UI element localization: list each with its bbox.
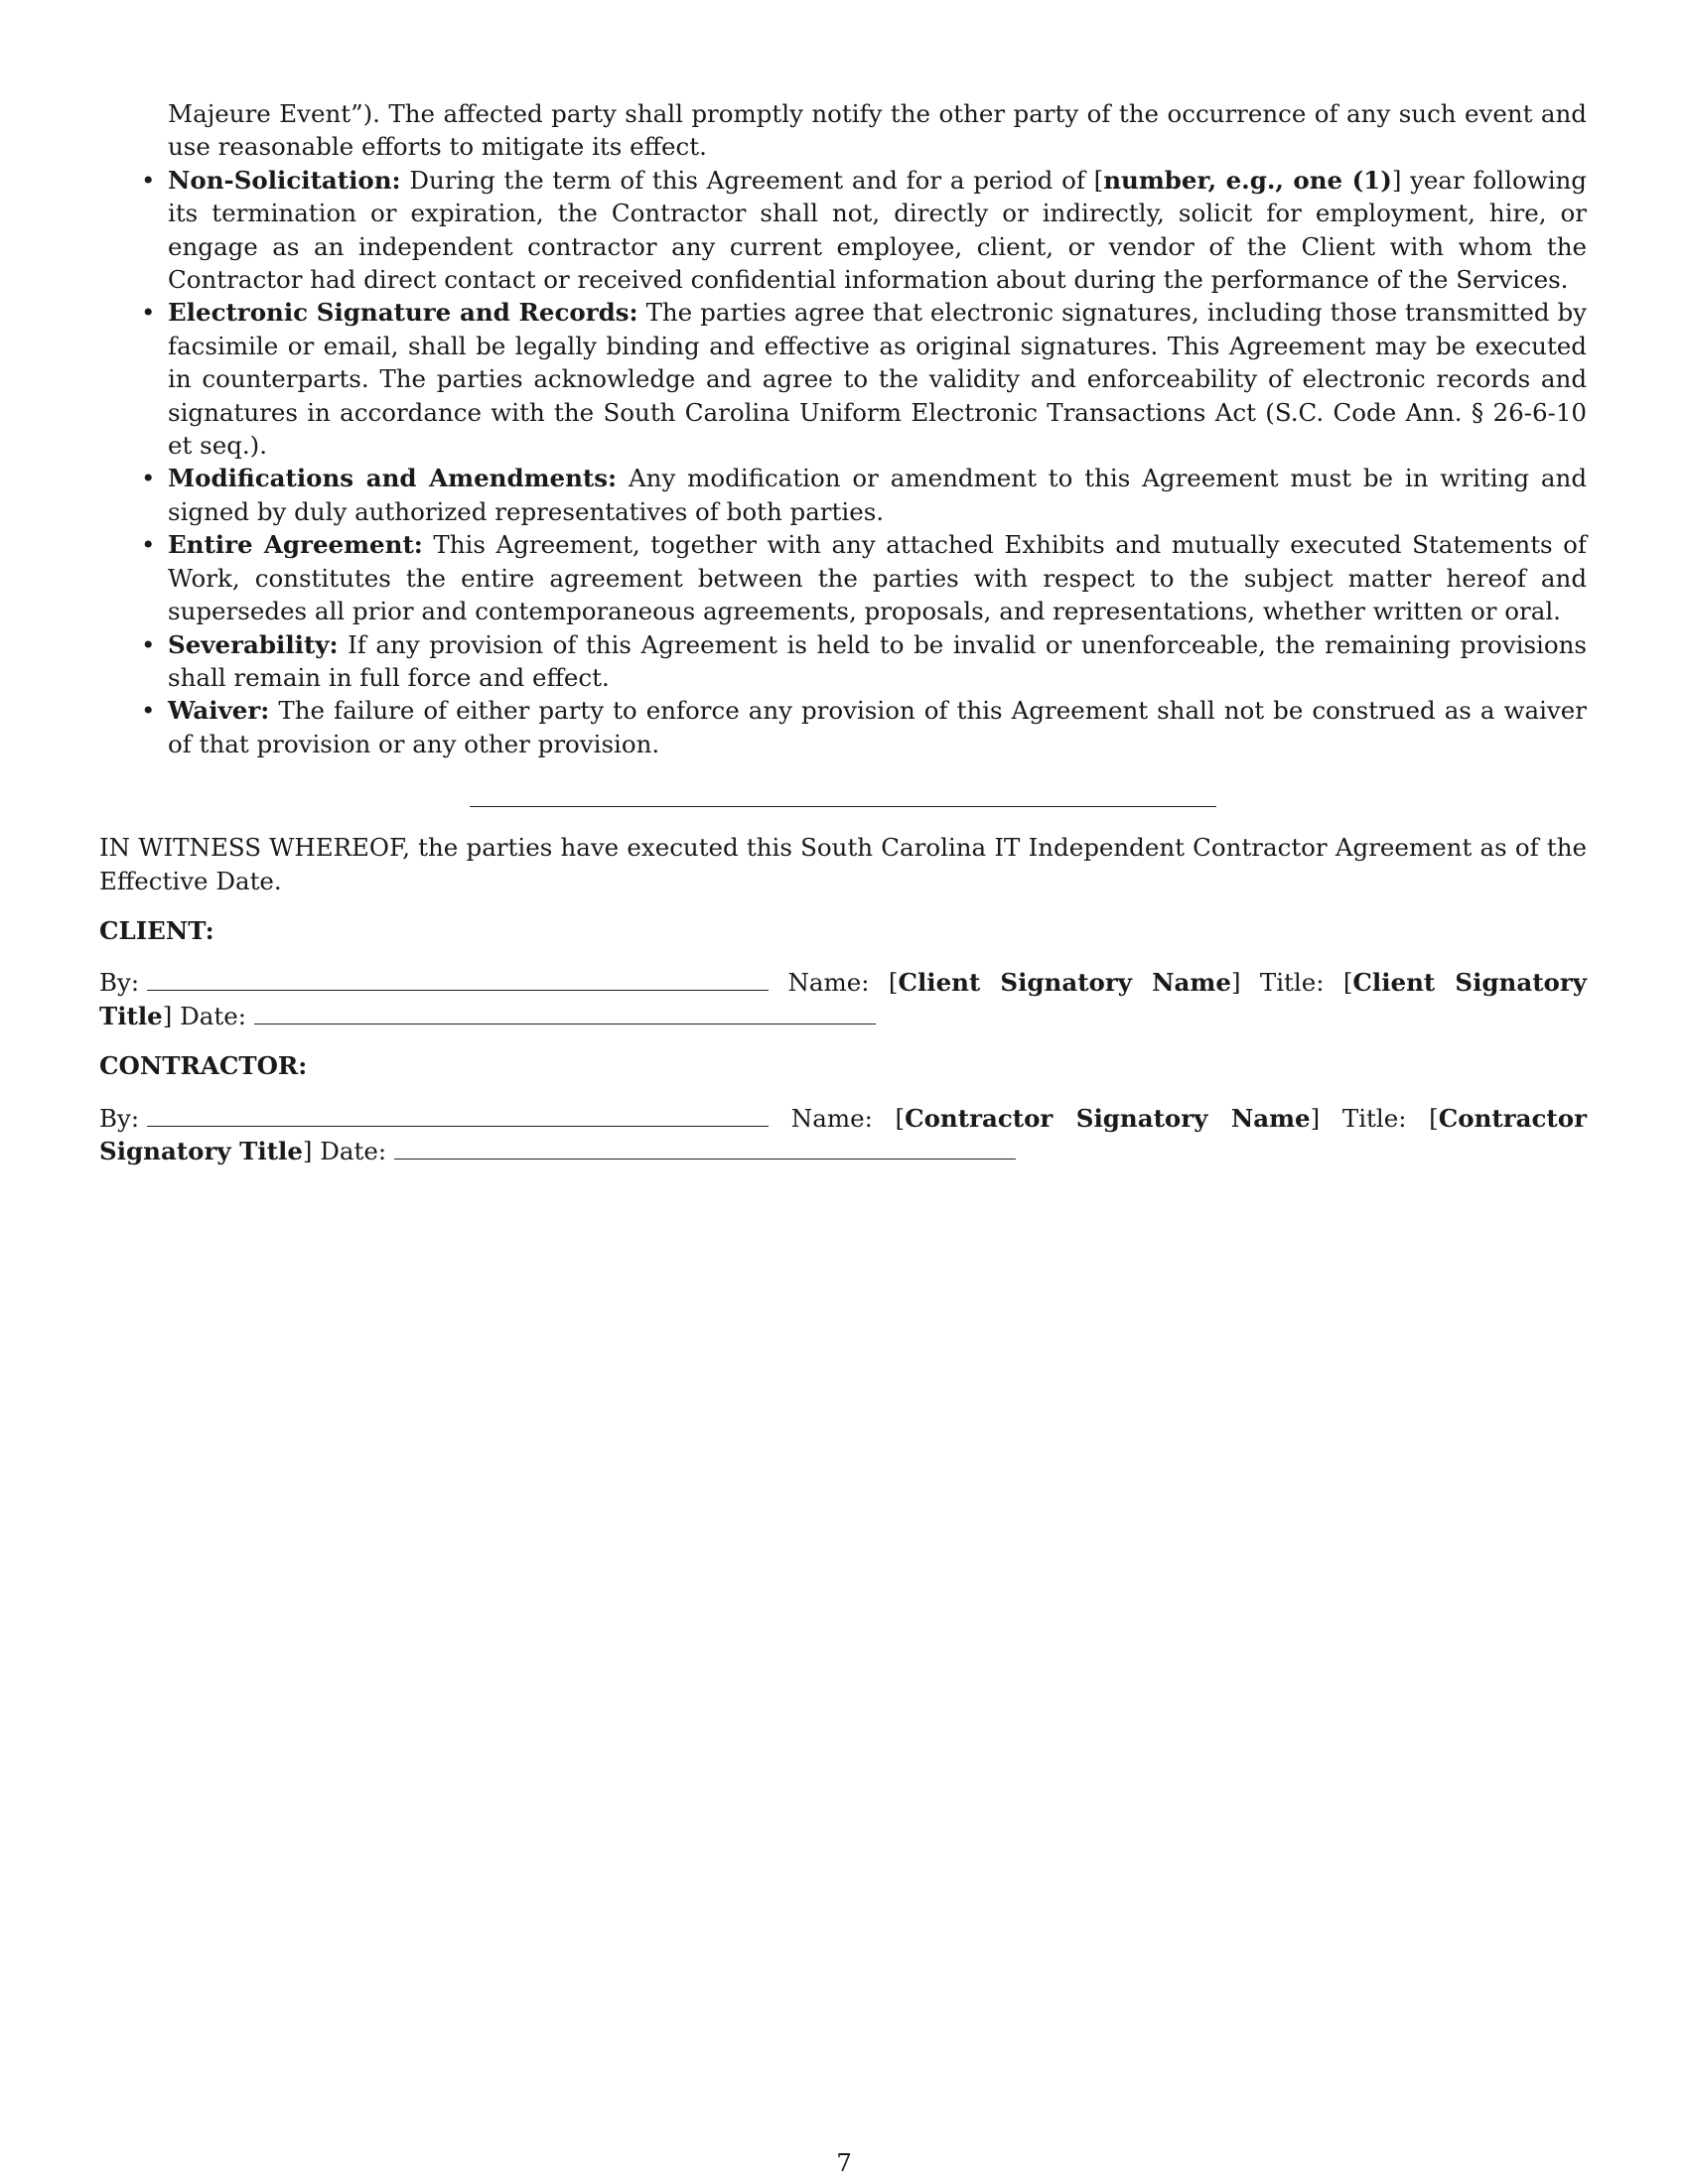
client-signature-line[interactable] [147,968,769,991]
bullet-icon: • [141,629,156,659]
client-date-label: ] Date: [162,1001,246,1030]
bullet-icon: • [141,530,156,560]
contractor-by-label: By: [99,1103,140,1133]
clause-entire-agreement [141,528,1587,627]
clause-text: During the term of this Agreement and for a period of [ [400,165,1104,195]
clause-modifications [141,462,1587,528]
clause-heading: Non-Solicitation: [168,165,401,195]
contractor-signature-line[interactable] [147,1104,769,1127]
clause-severability [141,628,1587,695]
contractor-name-placeholder: Contractor Signatory Name [905,1103,1311,1133]
continuation-paragraph: Majeure Event”). The affected party shall promptly notify the other party of the occurrence of any such event and use reasonable efforts to mitigate its effect. [168,99,1587,162]
clause-text: The parties agree that electronic signatures, including those transmitted by facsimile or email, shall be legally binding and effective as original signatures. This Agreement may be executed in counterparts. The parties acknowledge and agree to the validity and enforceability of electronic records and signatures in accordance with the South Carolina Uniform Electronic Transactions Act (S.C. Code Ann. § 26-6-10 et seq.). [168,298,1588,461]
bullet-icon: • [141,165,156,195]
client-heading: CLIENT: [99,915,214,945]
contractor-date-line[interactable] [394,1137,1016,1160]
client-name-label: Name: [ [769,968,899,998]
client-title-label: ] Title: [ [1230,968,1353,998]
clause-text: This Agreement, together with any attached Exhibits and mutually executed Statements of Work, constitutes the entire agreement between the parties with respect to the subject matter hereof and supersedes all prior and contemporaneous agreements, proposals, and representations, whether written or oral. [168,530,1587,626]
clause-electronic-signature [141,296,1588,462]
client-name-placeholder: Client Signatory Name [898,968,1231,998]
client-by-label: By: [99,968,140,998]
client-signature-block [99,966,1587,1032]
contractor-signature-block [99,1102,1587,1168]
contractor-title-placeholder: Contractor Signatory Title [99,1103,1587,1165]
clause-text: ] year following its termination or expiration, the Contractor shall not, directly or indirectly, solicit for employment, hire, or engage as an independent contractor any current employee, client, or vendor of the Client with whom the Contractor had direct contact or received confidential information about during the performance of the Services. [168,165,1587,295]
clause-heading: Waiver: [168,696,270,726]
document-page [99,97,1587,1167]
clause-placeholder: number, e.g., one (1) [1103,165,1392,195]
clause-waiver [141,694,1587,760]
client-title-placeholder: Client Signatory Title [99,968,1587,1030]
clause-text: The failure of either party to enforce any provision of this Agreement shall not be construed as a waiver of that provision or any other provision. [168,696,1587,758]
contractor-title-label: ] Title: [ [1310,1103,1439,1133]
contractor-name-label: Name: [ [769,1103,906,1133]
page-number: 7 [836,2148,852,2177]
clause-heading: Electronic Signature and Records: [168,298,638,328]
witness-paragraph: IN WITNESS WHEREOF, the parties have executed this South Carolina IT Independent Contractor Agreement as of the Effective Date. [99,833,1587,895]
section-divider [470,806,1216,807]
contractor-heading: CONTRACTOR: [99,1051,308,1081]
bullet-icon: • [141,696,156,726]
clause-non-solicitation [141,164,1587,297]
client-date-line[interactable] [254,1002,876,1024]
clause-heading: Entire Agreement: [168,530,423,560]
bullet-icon: • [141,298,156,328]
clause-heading: Severability: [168,629,339,659]
clause-text: If any provision of this Agreement is held to be invalid or unenforceable, the remaining provisions shall remain in full force and effect. [168,629,1587,692]
bullet-icon: • [141,464,156,493]
clause-list [99,164,1587,760]
clause-text: Any modification or amendment to this Agreement must be in writing and signed by duly authorized representatives of both parties. [168,464,1587,526]
contractor-date-label: ] Date: [302,1136,387,1165]
clause-heading: Modifications and Amendments: [168,464,618,493]
